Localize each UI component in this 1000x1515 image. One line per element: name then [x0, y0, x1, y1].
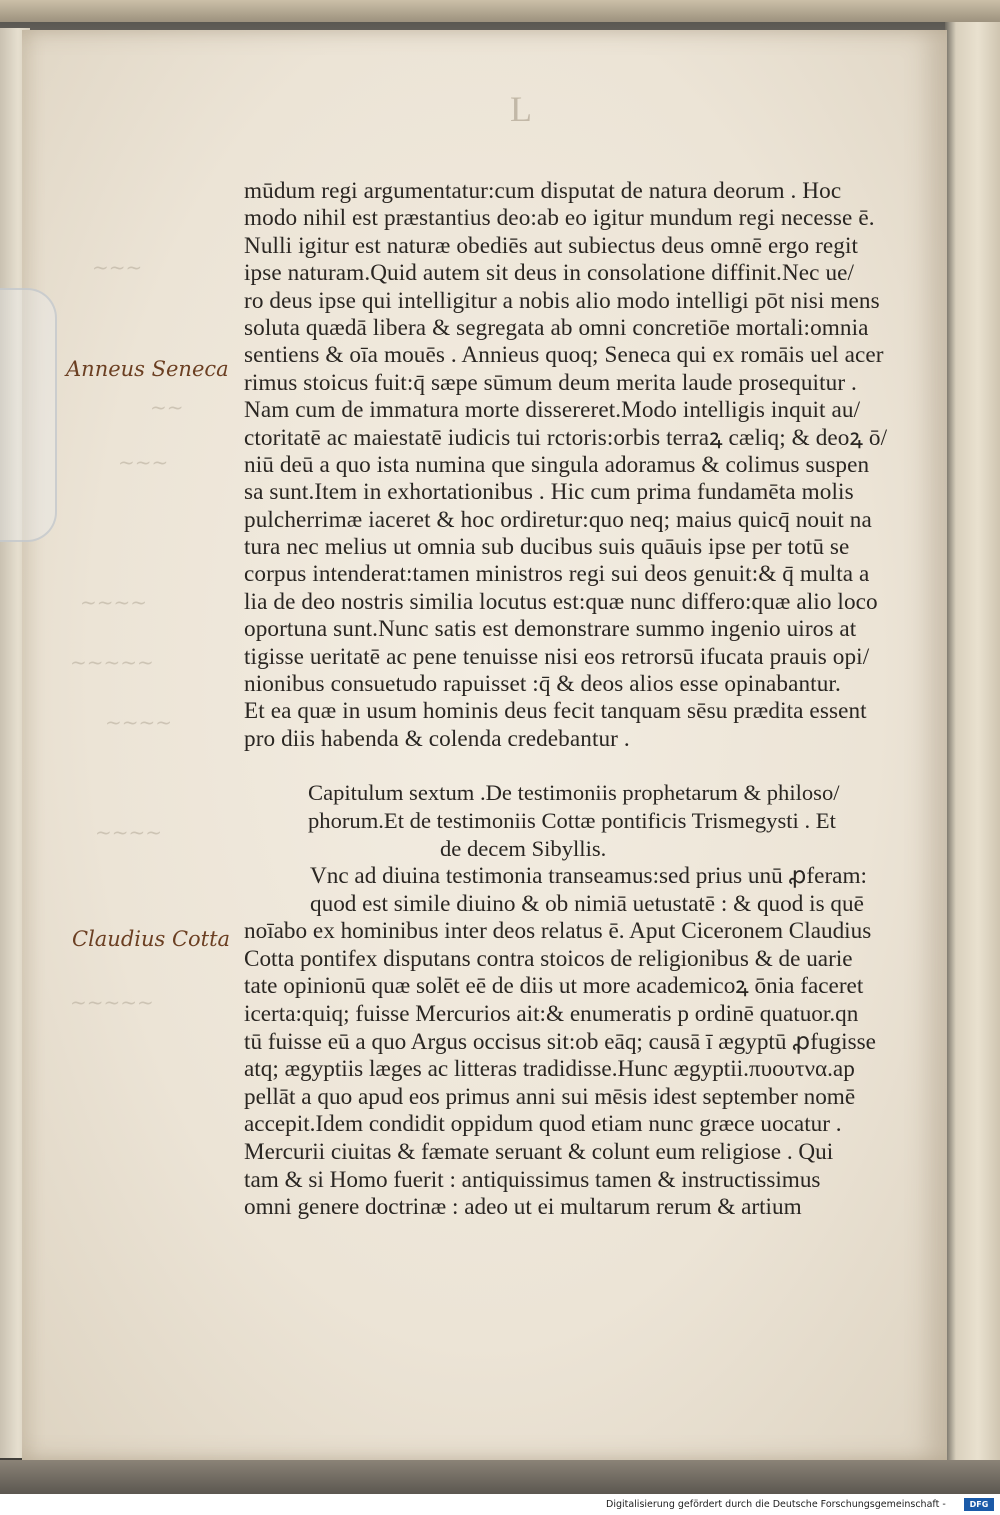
text-line: lia de deo nostris similia locutus est:quæ nunc differo:quæ alio loco — [244, 588, 878, 615]
text-line: omni genere doctrinæ : adeo ut ei multarum rerum & artium — [244, 1194, 802, 1221]
bleedthrough-mark: ~~ — [150, 395, 184, 419]
text-line: atq; ægyptiis læges ac litteras tradidisse.Hunc ægyptii.πυουτνα.ap — [244, 1056, 855, 1083]
text-line: noīabo ex hominibus inter deos relatus ē. Aput Ciceronem Claudius — [244, 918, 872, 945]
bleedthrough-mark: ~~~~~ — [70, 990, 154, 1014]
bleedthrough-mark: ~~~~ — [105, 710, 173, 734]
chapter-heading — [308, 779, 868, 862]
text-line: modo nihil est præstantius deo:ab eo igitur mundum regi necesse ē. — [244, 205, 875, 232]
text-line: oportuna sunt.Nunc satis est demonstrare summo ingenio uiros at — [244, 616, 857, 643]
text-line: icerta:quiq; fuisse Mercurios ait:& enumeratis p ordinē quatuor.qn — [244, 1000, 859, 1027]
text-line: pulcherrimæ iaceret & hoc ordiretur:quo neq; maius quicq̄ nouit na — [244, 506, 872, 533]
text-line: niū deū a quo ista numina que singula adoramus & colimus suspen — [244, 451, 870, 478]
heading-line: Capitulum sextum .De testimoniis prophetarum & philoso/ — [308, 780, 840, 805]
text-line: corpus intenderat:tamen ministros regi sui deos genuit:& q̄ multa a — [244, 561, 870, 588]
text-line: Cotta pontifex disputans contra stoicos de religionibus & de uarie — [244, 945, 853, 972]
text-line: Et ea quæ in usum hominis deus fecit tanquam sēsu prædita essent — [244, 698, 867, 725]
bleedthrough-mark: ~~~ — [92, 255, 143, 279]
text-line: tū fuisse eū a quo Argus occisus sit:ob eāq; causā ī ægyptū ꝓfugisse — [244, 1028, 876, 1055]
text-line: tam & si Homo fuerit : antiquissimus tamen & instructissimus — [244, 1166, 821, 1193]
folio-mark: L — [510, 89, 532, 129]
text-line: soluta quædā libera & segregata ab omni concretiōe mortali:omnia — [244, 314, 869, 341]
digitization-credit: Digitalisierung gefördert durch die Deutsche Forschungsgemeinschaft - — [606, 1499, 946, 1510]
main-text — [244, 178, 888, 753]
text-line: pro diis habenda & colenda credebantur . — [244, 725, 630, 752]
marginal-note-claudius: Claudius Cotta — [72, 927, 231, 951]
heading-line: de decem Sibyllis. — [440, 835, 607, 861]
chapter-text — [244, 863, 876, 1222]
next-page-curl — [945, 22, 1000, 1492]
text-line: ctoritatē ac maiestatē iudicis tui rctoris:orbis terraꝝ cæliq; & deoꝝ ō/ — [244, 424, 888, 451]
bookmark-clip — [0, 288, 57, 542]
text-line: mūdum regi argumentatur:cum disputat de natura deorum . Hoc — [244, 178, 842, 204]
heading-line: phorum.Et de testimoniis Cottæ pontificis Trismegysti . Et — [308, 807, 836, 833]
text-line: Vnc ad diuina testimonia transeamus:sed prius unū ꝓferam: — [310, 863, 867, 889]
bleedthrough-mark: ~~~~ — [95, 820, 163, 844]
dfg-logo-icon: DFG — [964, 1498, 994, 1511]
bleedthrough-mark: ~~~ — [118, 450, 169, 474]
text-line: nionibus consuetudo rapuisset :q̄ & deos alios esse opinabantur. — [244, 671, 841, 698]
bleedthrough-mark: ~~~~~ — [70, 650, 154, 674]
text-line: sa sunt.Item in exhortationibus . Hic cum prima fundamēta molis — [244, 479, 854, 506]
marginal-note-annaeus: Anneus Seneca — [66, 357, 229, 381]
text-line: Nulli igitur est naturæ obediēs aut subiectus deus omnē ergo regit — [244, 232, 859, 259]
text-line: quod est simile diuino & ob nimiā uetustatē : & quod is quē — [310, 890, 864, 917]
bleedthrough-mark: ~~~~ — [80, 590, 148, 614]
text-line: pellāt a quo apud eos primus anni sui mēsis idest september nomē — [244, 1083, 856, 1110]
text-line: sentiens & oīa mouēs . Annieus quoq; Seneca qui ex romāis uel acer — [244, 342, 884, 369]
text-line: tigisse ueritatē ac pene tenuisse nisi eos retrorsū ifucata prauis opi/ — [244, 643, 870, 670]
text-line: tate opinionū quæ solēt eē de diis ut more academicoꝝ ōnia faceret — [244, 973, 864, 1000]
text-line: ro deus ipse qui intelligitur a nobis alio modo intelligi pōt nisi mens — [244, 287, 880, 314]
text-line: accepit.Idem condidit oppidum quod etiam nunc græce uocatur . — [244, 1111, 842, 1138]
text-line: tura nec melius ut omnia sub ducibus suis quāuis ipse per totū se — [244, 534, 850, 561]
book-top-edge — [0, 0, 1000, 22]
text-line: Nam cum de immatura morte dissereret.Modo intelligis inquit au/ — [244, 397, 861, 424]
text-line: Mercurii ciuitas & fæmate seruant & colunt eum religiose . Qui — [244, 1138, 834, 1165]
text-line: ipse naturam.Quid autem sit deus in consolatione diffinit.Nec ue/ — [244, 260, 855, 287]
text-line: rimus stoicus fuit:q̄ sæpe sūmum deum merita laude prosequitur . — [244, 369, 857, 396]
